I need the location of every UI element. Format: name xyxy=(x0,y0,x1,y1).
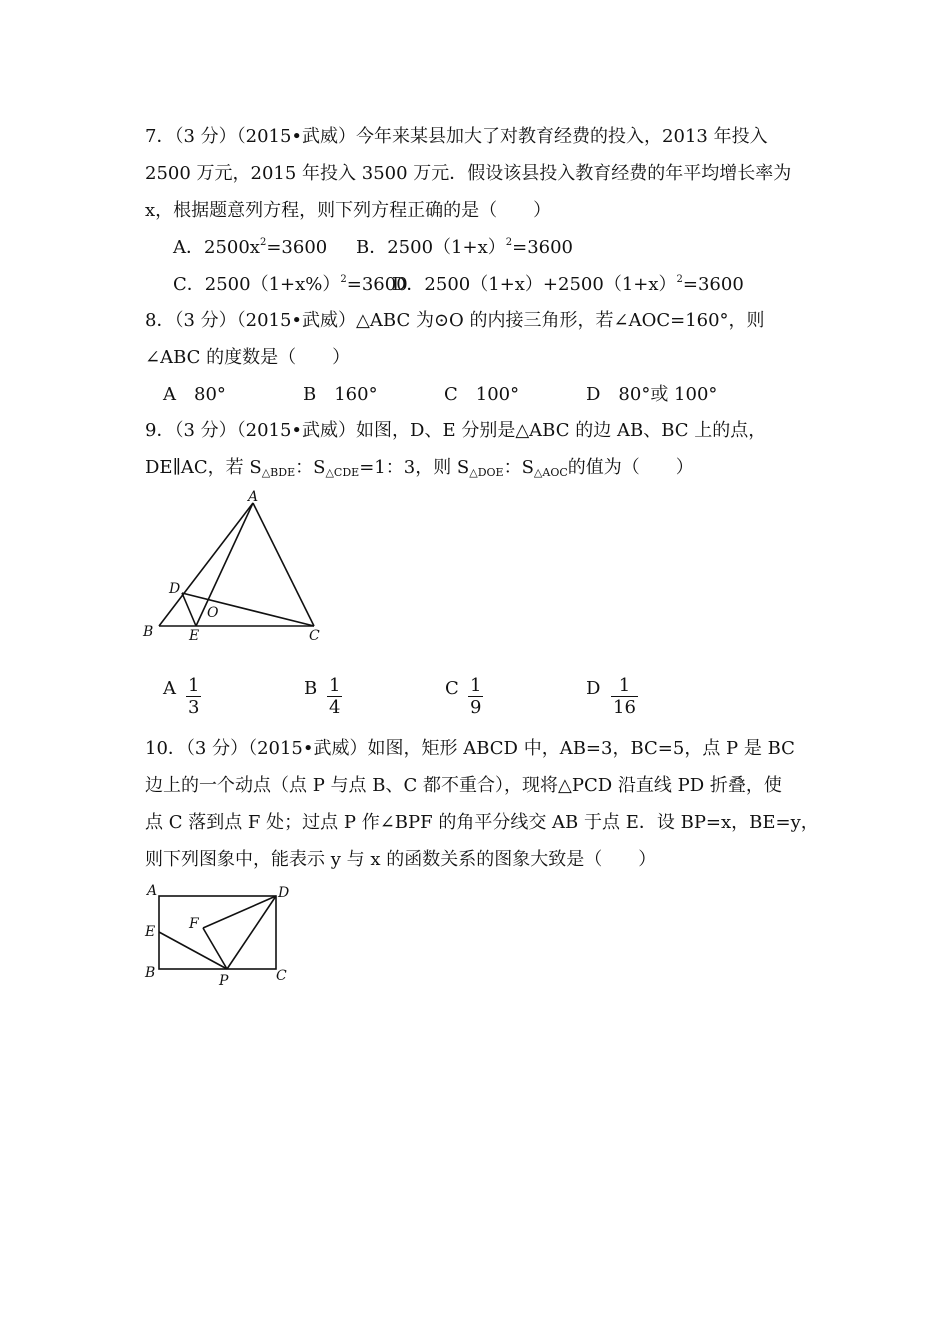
q8-option-a: A 80° xyxy=(163,384,226,405)
q9-option-b-fraction: 1 4 xyxy=(329,675,341,718)
q9-option-a-letter: A xyxy=(163,678,176,699)
q9-line-2: DE∥AC，若 $S_{\triangle BDE}$：$S_{\triangle CDE}=1$：3，则 $S_{\triangle DOE}$：$S_{\triangle AOC}$的值为（ ） xyxy=(145,457,694,479)
q9-label-c: C xyxy=(309,628,320,644)
q10-line-1: 10．（3 分）（2015•武威）如图，矩形 ABCD 中，AB=3，BC=5，点 P 是 BC xyxy=(145,738,795,759)
q9-label-d: D xyxy=(169,581,181,597)
q10-line-4: 则下列图象中，能表示 y 与 x 的函数关系的图象大致是（ ） xyxy=(145,849,657,870)
q8-option-b: B 160° xyxy=(303,384,378,405)
q10-label-f: F xyxy=(189,916,199,932)
q7-option-d: D．$2500(1+x)+2500(1+x)^2=3600$ xyxy=(392,274,744,295)
q7-line-1: 7．（3 分）（2015•武威）今年来某县加大了对教育经费的投入，2013 年投入 xyxy=(145,126,768,147)
q10-label-a: A xyxy=(147,883,158,899)
q9-option-c-fraction: 1 9 xyxy=(470,675,482,718)
q7-option-b: B．$2500(1+x)^2=3600$ xyxy=(356,237,573,258)
q9-option-d-letter: D xyxy=(586,678,601,699)
q9-line-1: 9．（3 分）（2015•武威）如图，D、E 分别是△ABC 的边 AB、BC 上的点， xyxy=(145,420,767,441)
q10-line-2: 边上的一个动点（点 P 与点 B、C 都不重合），现将△PCD 沿直线 PD 折叠，使 xyxy=(145,775,782,796)
q10-label-e: E xyxy=(145,924,156,940)
q9-option-c-letter: C xyxy=(445,678,459,699)
q9-option-a-fraction: 1 3 xyxy=(188,675,200,718)
q8-option-c: C 100° xyxy=(444,384,520,405)
q8-option-d: D 80°或 100° xyxy=(586,384,718,405)
q10-label-d: D xyxy=(278,885,290,901)
q9-label-a: A xyxy=(248,489,259,505)
q10-label-c: C xyxy=(276,968,287,984)
q7-line-3: x，根据题意列方程，则下列方程正确的是（ ） xyxy=(145,200,552,221)
q9-label-b: B xyxy=(143,624,154,640)
q9-option-b-letter: B xyxy=(304,678,318,699)
q7-line-2: 2500 万元，2015 年投入 3500 万元．假设该县投入教育经费的年平均增长率为 xyxy=(145,163,792,184)
q9-label-e: E xyxy=(189,628,200,644)
q7-option-a: A．$2500x^2=3600$ xyxy=(173,237,328,258)
q9-option-d-fraction: 1 16 xyxy=(613,675,636,718)
q10-label-b: B xyxy=(145,965,156,981)
q10-label-p: P xyxy=(219,973,229,989)
q10-line-3: 点 C 落到点 F 处；过点 P 作∠BPF 的角平分线交 AB 于点 E．设 BP=x，BE=y， xyxy=(145,812,819,833)
q7-option-c: C．$2500(1+x\%)^2=3600$ xyxy=(173,274,408,295)
q8-line-2: ∠ABC 的度数是（ ） xyxy=(145,347,351,368)
q9-triangle-figure xyxy=(135,485,335,650)
q10-rectangle-figure xyxy=(135,878,305,993)
q8-line-1: 8．（3 分）（2015•武威）△ABC 为⊙O 的内接三角形，若∠AOC=160°，则 xyxy=(145,310,765,331)
q9-label-o: O xyxy=(207,605,219,621)
